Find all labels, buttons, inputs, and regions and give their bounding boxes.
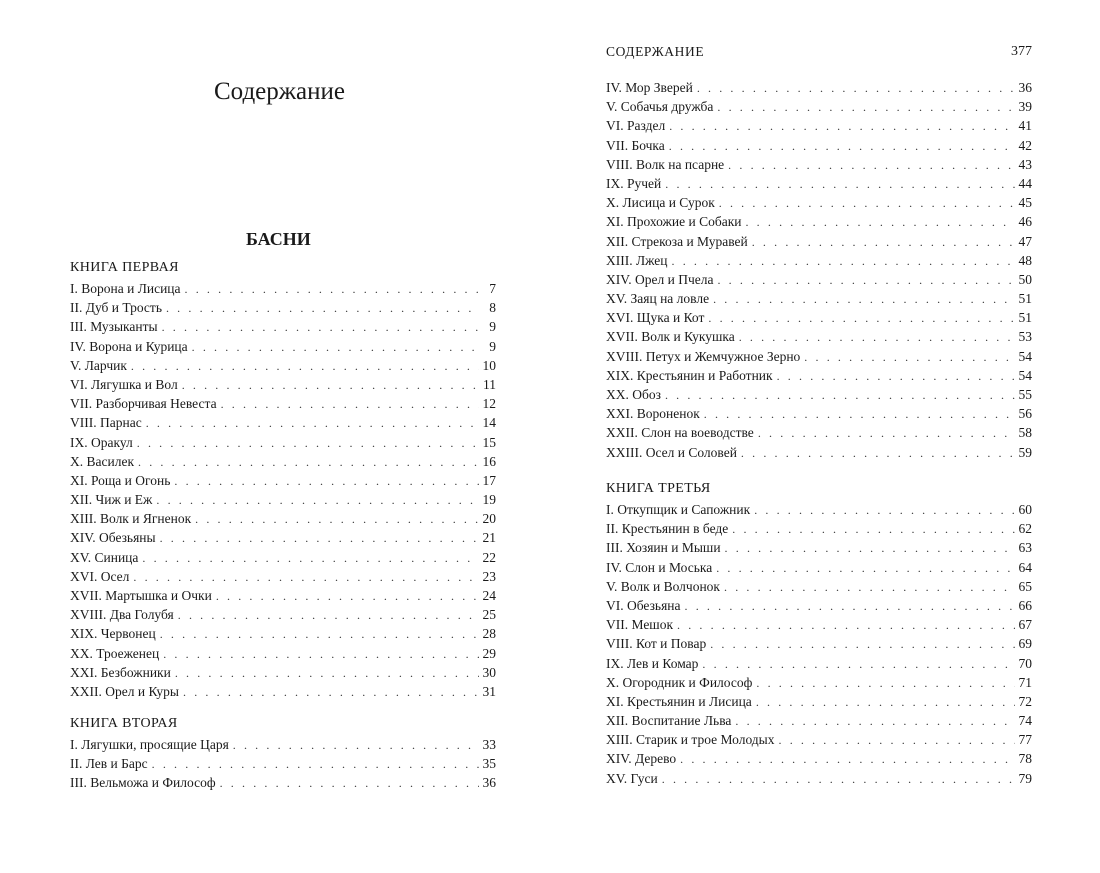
dot-leader — [677, 616, 1015, 634]
toc-entry-page: 60 — [1018, 502, 1032, 517]
toc-entry-page: 14 — [482, 415, 496, 431]
dot-leader — [178, 606, 479, 624]
dot-leader — [146, 414, 479, 432]
toc-entry — [70, 375, 496, 394]
toc-entry-title: XVII. Мартышка и Очки — [70, 588, 212, 603]
dot-leader — [717, 98, 1015, 116]
dot-leader — [716, 559, 1015, 577]
toc-entry — [606, 500, 1032, 519]
dot-leader — [756, 693, 1015, 711]
toc-entry-title: XXII. Слон на воеводстве — [606, 425, 754, 441]
toc-entry-title: V. Волк и Волчонок — [606, 578, 720, 594]
toc-entry-title: XV. Гуси — [606, 770, 658, 786]
dot-leader — [672, 252, 1015, 270]
toc-entry — [70, 452, 496, 471]
toc-entry-title: III. Хозяин и Мыши — [606, 540, 721, 556]
toc-entry-page: 9 — [489, 319, 496, 335]
dot-leader — [724, 578, 1015, 596]
toc-entry-title: IV. Мор Зверей — [606, 80, 693, 95]
toc-entry-title: IV. Слон и Моська — [606, 559, 713, 575]
toc-entry — [70, 279, 496, 298]
toc-entry-page: 21 — [482, 530, 496, 546]
toc-entry-page: 55 — [1018, 387, 1032, 402]
toc-entry — [70, 471, 496, 490]
toc-entry-page: 54 — [1018, 348, 1032, 364]
toc-entry-page: 19 — [482, 492, 496, 508]
toc-entry-page: 70 — [1018, 655, 1032, 671]
toc-entry — [606, 749, 1032, 768]
toc-entry — [606, 577, 1032, 596]
dot-leader — [777, 367, 1015, 385]
toc-entry-title: XIII. Старик и трое Молодых — [606, 732, 775, 748]
book-two-section — [70, 713, 496, 793]
toc-entry-title: XI. Роща и Огонь — [70, 472, 171, 488]
running-head-title: СОДЕРЖАНИЕ — [606, 44, 705, 59]
toc-entry — [70, 298, 496, 317]
toc-entry — [70, 337, 496, 356]
dot-leader — [669, 137, 1015, 155]
toc-entry — [606, 519, 1032, 538]
toc-entry-title: XII. Воспитание Льва — [606, 713, 732, 729]
toc-entry-page: 67 — [1018, 617, 1032, 633]
toc-entry-page: 15 — [482, 434, 496, 450]
dot-leader — [216, 587, 479, 605]
toc-entry-page: 66 — [1018, 597, 1032, 613]
dot-leader — [680, 750, 1015, 768]
toc-entry-title: XIII. Волк и Ягненок — [70, 511, 192, 527]
toc-entry-page: 35 — [482, 756, 496, 772]
toc-entry-title: IX. Оракул — [70, 434, 133, 450]
toc-entry-page: 50 — [1018, 271, 1032, 287]
toc-entry — [606, 308, 1032, 327]
toc-entry-page: 30 — [482, 664, 496, 680]
toc-entry-title: XIV. Дерево — [606, 751, 677, 767]
toc-entry — [70, 663, 496, 682]
dot-leader — [702, 655, 1015, 673]
toc-entry-page: 8 — [489, 300, 496, 316]
toc-entry-page: 24 — [482, 588, 496, 603]
toc-entry — [70, 509, 496, 528]
toc-entry-title: VI. Обезьяна — [606, 597, 681, 613]
toc-entry — [606, 538, 1032, 557]
toc-entry-title: VIII. Парнас — [70, 415, 142, 431]
running-head — [606, 44, 1032, 60]
dot-leader — [156, 491, 479, 509]
dot-leader — [166, 299, 479, 317]
toc-entry-title: XII. Чиж и Еж — [70, 492, 153, 508]
toc-entry — [606, 251, 1032, 270]
toc-entry — [606, 634, 1032, 653]
toc-entry-page: 36 — [1018, 80, 1032, 95]
toc-entry — [606, 558, 1032, 577]
toc-entry — [70, 605, 496, 624]
page-number: 377 — [1011, 44, 1032, 59]
toc-entry-page: 74 — [1018, 713, 1032, 729]
toc-entry-title: XVII. Волк и Кукушка — [606, 329, 735, 345]
toc-entry-title: XIV. Обезьяны — [70, 530, 156, 546]
toc-entry-page: 23 — [482, 568, 496, 584]
dot-leader — [719, 194, 1015, 212]
toc-entry-title: XIV. Орел и Пчела — [606, 271, 714, 287]
toc-entry-title: XIX. Крестьянин и Работник — [606, 367, 773, 383]
dot-leader — [710, 635, 1015, 653]
toc-entry-page: 78 — [1018, 751, 1032, 767]
toc-entry-title: II. Крестьянин в беде — [606, 521, 729, 537]
toc-entry-title: XIX. Червонец — [70, 626, 156, 642]
toc-entry-title: XVI. Щука и Кот — [606, 310, 705, 326]
dot-leader — [697, 79, 1015, 97]
dot-leader — [138, 453, 479, 471]
dot-leader — [142, 549, 479, 567]
toc-entry-page: 43 — [1018, 156, 1032, 172]
dot-leader — [233, 736, 479, 754]
toc-entry-title: I. Лягушки, просящие Царя — [70, 737, 229, 752]
toc-entry — [606, 155, 1032, 174]
dot-leader — [183, 683, 479, 701]
dot-leader — [665, 386, 1015, 404]
toc-entry-title: VII. Мешок — [606, 617, 674, 633]
dot-leader — [754, 501, 1015, 519]
toc-entry-title: I. Ворона и Лисица — [70, 281, 181, 296]
toc-entry-title: IV. Ворона и Курица — [70, 338, 188, 354]
dot-leader — [162, 318, 479, 336]
toc-entry-title: V. Собачья дружба — [606, 99, 714, 115]
section-title: БАСНИ — [246, 229, 311, 249]
toc-entry — [606, 769, 1032, 788]
toc-entry-page: 65 — [1018, 578, 1032, 594]
toc-entry-title: II. Лев и Барс — [70, 756, 148, 772]
dot-leader — [195, 510, 479, 528]
dot-leader — [160, 625, 479, 643]
dot-leader — [185, 280, 479, 298]
toc-entry-title: VIII. Кот и Повар — [606, 636, 707, 652]
toc-entry — [606, 212, 1032, 231]
toc-entry-page: 48 — [1018, 252, 1032, 268]
dot-leader — [662, 770, 1015, 788]
page-title: Содержание — [214, 78, 345, 105]
toc-entry — [606, 711, 1032, 730]
toc-entry-page: 62 — [1018, 521, 1032, 537]
toc-entry-title: XXI. Безбожники — [70, 664, 171, 680]
toc-entry-title: III. Музыканты — [70, 319, 158, 335]
toc-entry-page: 64 — [1018, 559, 1032, 575]
dot-leader — [708, 309, 1015, 327]
toc-entry — [606, 423, 1032, 442]
toc-entry — [606, 193, 1032, 212]
toc-entry — [70, 624, 496, 643]
toc-entry — [606, 136, 1032, 155]
toc-entry-title: XVIII. Два Голубя — [70, 607, 174, 623]
toc-entry — [606, 347, 1032, 366]
toc-entry — [606, 97, 1032, 116]
toc-entry — [606, 692, 1032, 711]
toc-entry-page: 59 — [1018, 444, 1032, 460]
toc-entry-page: 46 — [1018, 214, 1032, 230]
toc-entry-title: XXI. Вороненок — [606, 406, 700, 422]
toc-entry-page: 11 — [483, 376, 496, 392]
dot-leader — [182, 376, 479, 394]
toc-entry — [606, 232, 1032, 251]
toc-entry-page: 33 — [482, 737, 496, 752]
toc-entry-page: 7 — [489, 281, 496, 296]
dot-leader — [685, 597, 1015, 615]
toc-entry-page: 51 — [1018, 310, 1032, 326]
dot-leader — [752, 233, 1015, 251]
toc-entry — [606, 116, 1032, 135]
dot-leader — [175, 664, 479, 682]
toc-entry-page: 44 — [1018, 175, 1032, 191]
dot-leader — [804, 348, 1015, 366]
toc-entry — [606, 385, 1032, 404]
toc-entry — [606, 404, 1032, 423]
dot-leader — [152, 755, 479, 773]
toc-entry-title: I. Откупщик и Сапожник — [606, 502, 751, 517]
toc-entry-page: 71 — [1018, 674, 1032, 690]
toc-entry — [606, 673, 1032, 692]
toc-entry — [70, 567, 496, 586]
toc-entry-page: 12 — [482, 396, 496, 412]
dot-leader — [163, 645, 479, 663]
dot-leader — [717, 271, 1015, 289]
toc-entry-title: XXII. Орел и Куры — [70, 683, 180, 699]
toc-entry-page: 51 — [1018, 291, 1032, 307]
dot-leader — [704, 405, 1015, 423]
book-one-section — [70, 257, 496, 701]
toc-entry-title: VI. Раздел — [606, 118, 666, 134]
toc-entry — [70, 356, 496, 375]
book-three-entries — [606, 500, 1032, 788]
toc-entry-page: 54 — [1018, 367, 1032, 383]
toc-entry — [70, 317, 496, 336]
toc-entry-title: III. Вельможа и Философ — [70, 775, 216, 791]
dot-leader — [745, 213, 1015, 231]
toc-entry-page: 72 — [1018, 693, 1032, 709]
toc-entry — [606, 327, 1032, 346]
book-three-heading: КНИГА ТРЕТЬЯ — [606, 481, 711, 496]
dot-leader — [741, 444, 1015, 462]
toc-entry-page: 63 — [1018, 540, 1032, 556]
book-three-section — [606, 478, 1032, 788]
toc-entry-title: X. Лисица и Сурок — [606, 195, 715, 211]
dot-leader — [220, 774, 479, 792]
toc-entry-title: X. Василек — [70, 453, 134, 469]
dot-leader — [735, 712, 1015, 730]
dot-leader — [131, 357, 479, 375]
book-two-continued-entries — [606, 78, 1032, 462]
toc-entry-page: 69 — [1018, 636, 1032, 652]
dot-leader — [756, 674, 1015, 692]
toc-entry-title: XX. Обоз — [606, 387, 661, 402]
toc-entry — [70, 413, 496, 432]
toc-entry — [70, 754, 496, 773]
toc-entry-title: V. Ларчик — [70, 357, 127, 373]
toc-entry-page: 41 — [1018, 118, 1032, 134]
toc-entry — [70, 490, 496, 509]
toc-entry-title: VII. Разборчивая Невеста — [70, 396, 217, 412]
toc-entry — [606, 78, 1032, 97]
toc-entry — [606, 596, 1032, 615]
toc-entry — [606, 270, 1032, 289]
toc-entry-title: VII. Бочка — [606, 137, 665, 153]
toc-entry-title: IX. Ручей — [606, 175, 662, 191]
toc-entry-title: XV. Заяц на ловле — [606, 291, 710, 307]
dot-leader — [665, 175, 1015, 193]
toc-entry-page: 9 — [489, 338, 496, 354]
book-two-entries — [70, 735, 496, 793]
toc-entry — [606, 730, 1032, 749]
toc-entry — [70, 548, 496, 567]
toc-entry — [70, 773, 496, 792]
toc-entry-page: 42 — [1018, 137, 1032, 153]
toc-entry-title: IX. Лев и Комар — [606, 655, 699, 671]
toc-entry-page: 39 — [1018, 99, 1032, 115]
toc-entry-page: 47 — [1018, 233, 1032, 249]
toc-entry-page: 79 — [1018, 770, 1032, 786]
toc-entry-page: 45 — [1018, 195, 1032, 211]
toc-entry-title: II. Дуб и Трость — [70, 300, 162, 316]
toc-entry — [70, 394, 496, 413]
toc-entry — [606, 366, 1032, 385]
dot-leader — [174, 472, 479, 490]
toc-entry-title: VIII. Волк на псарне — [606, 156, 725, 172]
dot-leader — [221, 395, 479, 413]
book-two-heading: КНИГА ВТОРАЯ — [70, 716, 178, 731]
toc-entry-page: 17 — [482, 472, 496, 488]
toc-entry-page: 16 — [482, 453, 496, 469]
dot-leader — [137, 434, 479, 452]
book-one-entries — [70, 279, 496, 701]
toc-entry-page: 56 — [1018, 406, 1032, 422]
dot-leader — [758, 424, 1015, 442]
toc-entry-title: VI. Лягушка и Вол — [70, 376, 178, 392]
dot-leader — [728, 156, 1015, 174]
toc-entry-title: XVI. Осел — [70, 568, 130, 584]
toc-entry-title: XV. Синица — [70, 549, 139, 565]
book-two-continued-section — [606, 78, 1032, 462]
toc-entry — [606, 615, 1032, 634]
toc-entry-page: 10 — [482, 357, 496, 373]
toc-entry-title: XII. Стрекоза и Муравей — [606, 233, 748, 249]
dot-leader — [192, 338, 479, 356]
dot-leader — [739, 328, 1015, 346]
toc-entry — [606, 443, 1032, 462]
toc-entry-title: XI. Прохожие и Собаки — [606, 214, 742, 230]
dot-leader — [725, 539, 1015, 557]
book-one-heading: КНИГА ПЕРВАЯ — [70, 260, 179, 275]
toc-entry-page: 53 — [1018, 329, 1032, 345]
toc-entry-title: X. Огородник и Философ — [606, 674, 753, 690]
toc-entry-title: XVIII. Петух и Жемчужное Зерно — [606, 348, 801, 364]
toc-entry — [606, 654, 1032, 673]
toc-entry-page: 29 — [482, 645, 496, 661]
dot-leader — [732, 520, 1015, 538]
toc-entry — [606, 174, 1032, 193]
dot-leader — [713, 290, 1015, 308]
toc-entry — [70, 735, 496, 754]
dot-leader — [160, 529, 479, 547]
toc-entry — [70, 528, 496, 547]
toc-entry — [70, 682, 496, 701]
dot-leader — [669, 117, 1015, 135]
toc-entry-page: 20 — [482, 511, 496, 527]
toc-entry-page: 25 — [482, 607, 496, 623]
toc-entry-title: XIII. Лжец — [606, 252, 668, 268]
toc-entry-title: XXIII. Осел и Соловей — [606, 444, 737, 460]
toc-entry-page: 77 — [1018, 732, 1032, 748]
dot-leader — [779, 731, 1016, 749]
toc-entry — [70, 433, 496, 452]
toc-entry — [70, 644, 496, 663]
toc-entry — [606, 289, 1032, 308]
toc-entry-page: 31 — [482, 683, 496, 699]
toc-entry — [70, 586, 496, 605]
toc-entry-page: 36 — [482, 775, 496, 791]
toc-entry-page: 28 — [482, 626, 496, 642]
toc-entry-title: XX. Троеженец — [70, 645, 160, 661]
toc-entry-page: 58 — [1018, 425, 1032, 441]
dot-leader — [133, 568, 479, 586]
toc-entry-title: XI. Крестьянин и Лисица — [606, 693, 752, 709]
toc-entry-page: 22 — [482, 549, 496, 565]
